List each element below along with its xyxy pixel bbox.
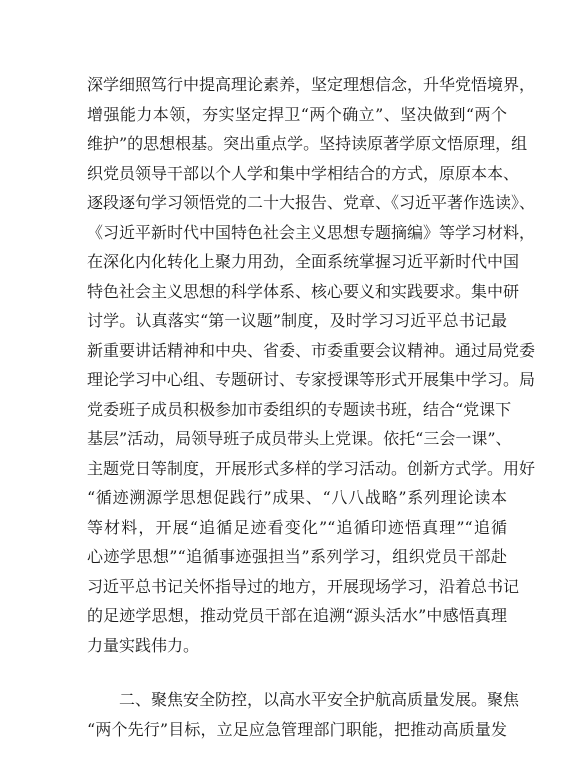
text-line: 习近平总书记关怀指导过的地方，开展现场学习，沿着总书记 <box>87 576 520 596</box>
text-line: 心迹学思想”“追循事迹强担当”系列学习，组织党员干部赴 <box>87 547 507 566</box>
text-line: “循迹溯源学思想促践行”成果、“八八战略”系列理论读本 <box>87 488 507 507</box>
text-line: 的足迹学思想，推动党员干部在追溯“源头活水”中感悟真理 <box>87 606 507 625</box>
paragraph-1 <box>87 70 536 660</box>
text-line: 《习近平新时代中国特色社会主义思想专题摘编》等学习材料， <box>87 222 536 242</box>
text-line: 理论学习中心组、专题研讨、专家授课等形式开展集中学习。局 <box>87 370 536 389</box>
text-line: 主题党日等制度，开展形式多样的学习活动。创新方式学。用好 <box>87 458 536 478</box>
text-line: 二、聚焦安全防控，以高水平安全护航高质量发展。聚焦 <box>119 690 520 709</box>
text-line: 增强能力本领，夯实坚定捍卫“两个确立”、坚决做到“两个 <box>87 104 507 124</box>
text-line: 等材料，开展“追循足迹看变化”“追循印迹悟真理”“追循 <box>87 517 507 537</box>
text-line: 深学细照笃行中提高理论素养，坚定理想信念，升华党悟境界， <box>87 75 536 94</box>
text-line: 力量实践伟力。 <box>87 635 200 655</box>
text-line: “两个先行”目标，立足应急管理部门职能，把推动高质量发 <box>87 719 507 739</box>
text-line: 维护”的思想根基。突出重点学。坚持读原著学原文悟原理，组 <box>87 134 528 153</box>
document-body <box>87 70 536 744</box>
text-line: 新重要讲话精神和中央、省委、市委重要会议精神。通过局党委 <box>87 340 536 360</box>
paragraph-2 <box>87 685 520 744</box>
text-line: 基层”活动，局领导班子成员带头上党课。依托“三会一课”、 <box>87 429 512 448</box>
text-line: 特色社会主义思想的科学体系、核心要义和实践要求。集中研 <box>87 281 520 301</box>
text-line: 党委班子成员积极参加市委组织的专题读书班，结合“党课下 <box>87 399 512 419</box>
text-line: 讨学。认真落实“第一议题”制度，及时学习习近平总书记最 <box>87 311 507 330</box>
text-line: 织党员领导干部以个人学和集中学相结合的方式，原原本本、 <box>87 163 520 183</box>
text-line: 逐段逐句学习领悟党的二十大报告、党章、《习近平著作选读》、 <box>87 193 536 212</box>
paragraph-gap <box>87 660 507 685</box>
text-line: 在深化内化转化上聚力用劲，全面系统掌握习近平新时代中国 <box>87 252 520 271</box>
